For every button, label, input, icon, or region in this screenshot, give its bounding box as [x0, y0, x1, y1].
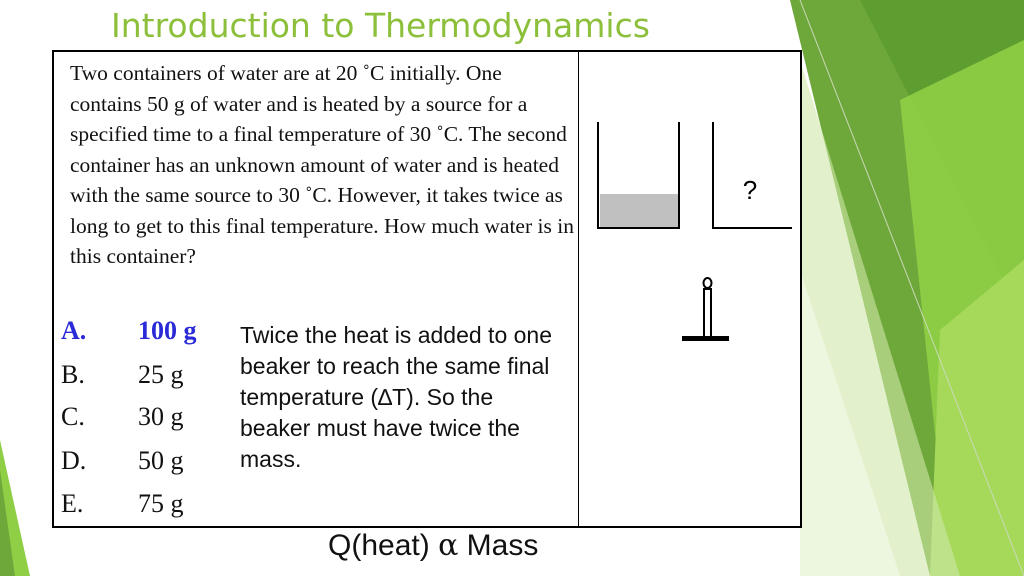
column-divider	[578, 52, 579, 526]
proportional-symbol: α	[438, 528, 459, 563]
choice-letter: C.	[61, 402, 85, 431]
choice-letter: A.	[61, 316, 87, 345]
question-text: Two containers of water are at 20 ˚C initially. One contains 50 g of water and is heated by a source for a specified time to a final temperature of 30 ˚C. The second container has an unknown amount of water and is heated with the same source to 30 ˚C. However, it takes twice as long to get to this final temperature. How much water is in this container?	[70, 61, 574, 268]
unknown-mark: ?	[742, 175, 758, 205]
water-fill	[600, 194, 678, 228]
burner-icon	[682, 278, 729, 341]
beaker-one	[598, 122, 679, 228]
proportionality-formula	[328, 528, 538, 563]
beaker-diagram	[580, 52, 800, 526]
explanation-text: Twice the heat is added to one beaker to reach the same final temperature (∆T). So the beaker must have twice the mass.	[240, 322, 552, 472]
formula-left: Q(heat)	[328, 529, 430, 562]
choice-letter: E.	[61, 489, 84, 518]
formula-right: Mass	[466, 529, 539, 562]
question-frame	[52, 50, 802, 528]
choice-value: 30 g	[138, 402, 184, 431]
choice-letter: D.	[61, 446, 87, 475]
beaker-two	[713, 122, 792, 228]
choice-value: 100 g	[138, 316, 197, 345]
slide-title: Introduction to Thermodynamics	[111, 6, 650, 45]
choice-value: 25 g	[138, 360, 184, 389]
choice-letter: B.	[61, 360, 85, 389]
choice-value: 75 g	[138, 489, 184, 518]
choice-value: 50 g	[138, 446, 184, 475]
